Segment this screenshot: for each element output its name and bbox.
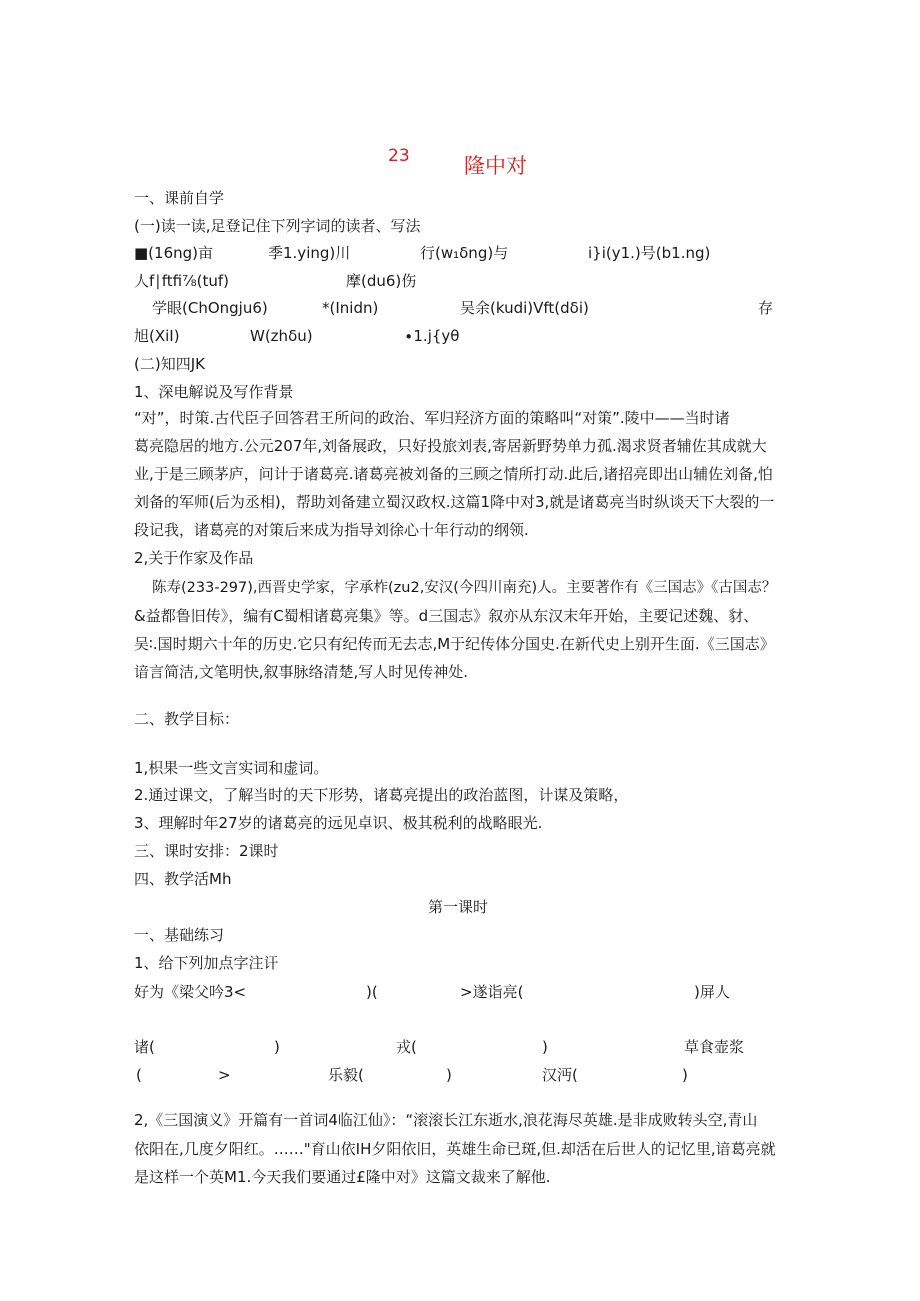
exercise-blank: (: [136, 1066, 142, 1084]
lesson-period-title: 第一课时: [428, 898, 489, 916]
paragraph-line: 业,于是三顾茅庐，问计于诸葛亮.诸葛亮被刘备的三顾之情所打动.此后,诸招亮即出山辅佐刘备,怕: [134, 465, 773, 483]
vocab-item: ■(16ng)亩: [134, 244, 213, 262]
vocab-item: 吴余(kudi)Vft(dδi): [460, 299, 589, 317]
paragraph-line: 吴∶.国时期六十年的历史.它只有纪传而无去志,M于纪传体分国史.在新代史上别开生面.《三国志》: [134, 635, 775, 653]
vocab-item: W(zhδu): [250, 327, 313, 345]
goal-item: 3、理解时年27岁的诸葛亮的远见卓识、极其税利的战略眼光.: [134, 814, 543, 832]
exercise-blank: ): [682, 1066, 688, 1084]
vocab-item: 旭(XiI): [134, 327, 180, 345]
exercise-blank: ): [446, 1066, 452, 1084]
paragraph-line: 2,《三国演义》开篇有一首词4临江仙》：“滚滚长江东逝水,浪花海尽英雄.是非成败转头空,青山: [134, 1111, 758, 1129]
item-heading-background: 1、深电解说及写作背景: [134, 383, 294, 401]
paragraph-line: “对”，时策.古代臣子回答君王所问的政治、军归羟济方面的策略叫“对策”.陵中——当时诸: [134, 409, 730, 427]
item-heading-author: 2,关于作家及作品: [134, 549, 254, 567]
vocab-item: 季1.ying)川: [268, 244, 351, 262]
vocab-item: 人f∣ftfi⅞(tuf): [134, 272, 230, 290]
exercise-item-1: 1、给下列加点字注讦: [134, 954, 279, 972]
vocab-item: 行(w₁δng)与: [420, 244, 509, 262]
exercise-blank: 草食壶浆: [684, 1038, 745, 1056]
lesson-number: 23: [388, 146, 410, 166]
paragraph-line: &益都鲁旧传》，编有C蜀相诸葛亮集》等。d三国志》叙亦从东汉末年开始，主要记述魏、豺、: [134, 607, 759, 625]
subsection-heading-2: (二)知四JK: [134, 355, 205, 373]
vocab-item: 摩(du6)伤: [346, 272, 417, 290]
exercise-blank: >: [218, 1066, 231, 1084]
exercise-blank: >遂诣亮(: [460, 983, 524, 1001]
vocab-item: i}i(y1.)号(b1.ng): [588, 244, 711, 262]
paragraph-line: 谙言简洁,文笔明快,叙事脉络清楚,写人时见传神处.: [134, 663, 469, 681]
exercise-blank: 好为《梁父吟3<: [134, 983, 247, 1001]
exercise-blank: 诸(: [134, 1038, 155, 1056]
exercise-blank: ): [274, 1038, 280, 1056]
paragraph-line: 依阳在,几度夕阳红。……"育山依IH夕阳依旧，英雄生命已斑,但.却活在后世人的记忆里,谙葛亮就: [134, 1140, 776, 1158]
exercise-blank: )屏人: [694, 983, 730, 1001]
exercise-section-heading: 一、基础练习: [134, 926, 225, 944]
exercise-blank: ): [542, 1038, 548, 1056]
vocab-item: ∙1.j{yθ: [404, 327, 460, 345]
vocab-item: 学眼(ChOngju6): [152, 299, 268, 317]
goal-item: 2.通过课文，了解当时的天下形势，诸葛亮提出的政治蓝图，计谋及策略，: [134, 786, 629, 804]
goal-item: 1,枳果一些文言实词和虚词。: [134, 759, 329, 777]
section-heading-1: 一、课前自学: [134, 189, 225, 207]
section-heading-3: 三、课时安排：2课时: [134, 842, 279, 860]
subsection-heading-1: (一)读一读,足登记住下列字词的读者、写法: [134, 217, 421, 235]
paragraph-line: 是这样一个英M1.今天我们要通过£隆中对》这篇文裁来了解他.: [134, 1168, 551, 1186]
paragraph-line: 葛亮隐居的地方.公元207年,刘备展政，只好投旅刘表,寄居新野势单力孤.渴求贤者辅佐其成就大: [134, 437, 767, 455]
paragraph-line: 刘备的军师(后为丞相)，帮助刘备建立蜀汉政权.这篇1降中对3,就是诸葛亮当时纵谈天下大裂的一: [134, 493, 775, 511]
exercise-blank: )(: [366, 983, 378, 1001]
paragraph-line: 陈寿(233-297),西晋史学家，字承柞(zu2,安汉(今四川南充)人。主要著作有《三国志》《古国志？: [152, 580, 777, 596]
exercise-blank: 戎(: [396, 1038, 417, 1056]
exercise-blank: 乐毅(: [328, 1066, 364, 1084]
exercise-blank: 汉沔(: [542, 1066, 578, 1084]
section-heading-4: 四、教学活Mh: [134, 870, 232, 888]
vocab-item: *(Inidn): [322, 299, 379, 317]
section-heading-2: 二、教学目标：: [134, 710, 240, 728]
paragraph-line: 段记我，诸葛亮的对策后来成为指导刘徐心十年行动的纲领.: [134, 521, 529, 539]
vocab-item: 存: [758, 299, 774, 317]
lesson-title: 隆中对: [464, 154, 527, 178]
